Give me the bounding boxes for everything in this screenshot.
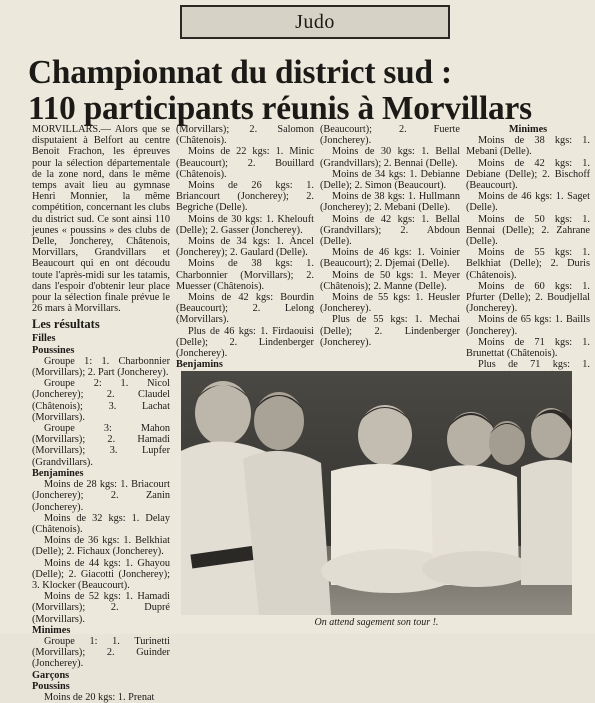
text-column-2 xyxy=(176,124,314,382)
col4-paragraph: Moins de 55 kgs: 1. Belkhiat (Delle); 2. Duris (Châtenois). xyxy=(466,247,590,281)
col3-paragraph: Moins de 38 kgs: 1. Hullmann (Joncherey); 2. Mebani (Delle). xyxy=(320,191,460,214)
headline-line-2: 110 participants réunis à Morvillars xyxy=(28,90,532,127)
headline-line-1: Championnat du district sud : xyxy=(28,54,452,91)
col4-paragraph: Moins de 46 kgs: 1. Saget (Delle). xyxy=(466,191,590,214)
text-column-3 xyxy=(320,124,460,348)
col1-paragraph: Groupe 3: Mahon (Morvillars); 2. Hamadi (Morvillars); 3. Lupfer (Grandvillars). xyxy=(32,423,170,468)
col1-paragraph: Moins de 36 kgs: 1. Belkhiat (Delle); 2. Fichaux (Joncherey). xyxy=(32,535,170,558)
col2-paragraph: Moins de 26 kgs: 1. Briancourt (Joncherey); 2. Begriche (Delle). xyxy=(176,180,314,214)
col1-paragraph: Minimes xyxy=(32,624,71,636)
col3-paragraph: Moins de 50 kgs: 1. Meyer (Châtenois); 2. Manne (Delle). xyxy=(320,269,460,292)
judo-kids-photo xyxy=(181,371,572,615)
col2-paragraph: Moins de 22 kgs: 1. Minic (Beaucourt); 2. Bouillard (Châtenois). xyxy=(176,146,314,180)
col1-paragraph: Poussins xyxy=(32,680,70,692)
col3-paragraph: Moins de 30 kgs: 1. Bellal (Grandvillars); 2. Bennai (Delle). xyxy=(320,146,460,169)
col1-paragraph: Groupe 1: 1. Charbonnier (Morvillars); 2. Part (Joncherey). xyxy=(32,355,170,379)
photo-illustration xyxy=(181,371,572,615)
col1-paragraph: Moins de 44 kgs: 1. Ghayou (Delle); 2. Giacotti (Joncherey); 3. Klocker (Beaucourt). xyxy=(32,557,170,591)
col4-paragraph: Moins de 71 kgs: 1. Brunettat (Châtenois). xyxy=(466,336,590,360)
col3-paragraph: (Beaucourt); 2. Fuerte (Joncherey). xyxy=(320,124,460,147)
col4-paragraph: Moins de 65 kgs: 1. Baills (Joncherey). xyxy=(466,314,590,337)
col1-paragraph: Filles xyxy=(32,333,56,345)
col1-paragraph: Poussines xyxy=(32,344,75,356)
section-rubric-box xyxy=(180,5,450,39)
col2-paragraph: Benjamins xyxy=(176,359,223,371)
col4-paragraph: Moins de 42 kgs: 1. Debiane (Delle); 2. Bischoff (Beaucourt). xyxy=(466,157,590,192)
col1-paragraph: Benjamines xyxy=(32,467,84,479)
col4-paragraph: Plus de 71 kgs: 1. xyxy=(478,359,590,371)
col2-paragraph: (Morvillars); 2. Salomon (Châtenois). xyxy=(176,124,314,147)
text-column-1 xyxy=(32,124,170,703)
col4-paragraph: Moins de 50 kgs: 1. Bennai (Delle); 2. Zahrane (Delle). xyxy=(466,213,590,248)
col2-paragraph: Moins de 34 kgs: 1. Ancel (Joncherey); 2. Gaulard (Delle). xyxy=(176,236,314,259)
col1-paragraph: Les résultats xyxy=(32,317,100,332)
col2-paragraph: Moins de 42 kgs: Bourdin (Beaucourt); 2. Lelong (Morvillars). xyxy=(176,292,314,326)
article-headline xyxy=(28,55,577,127)
col1-paragraph: Moins de 20 kgs: 1. Prenat xyxy=(44,691,155,703)
col1-paragraph: MORVILLARS.— Alors que se disputaient à Belfort au centre Benoit Frachon, les épreuves pour la sélection départementale de la zone nord, dans le même temps avait lieu au gymnase Henri Monnier, la même compétition, concernant les clubs du district sud. Ce sont ainsi 110 jeunes « poussins » des clubs de Delle, Joncherey, Châtenois, Morvillars, Grandvillars et Beaucourt qui en ont découdu toute l'après-midi sur les tatamis, dans l'espoir d'obtenir leur place pour la sélection finale prévue le 26 mars à Morvillars. xyxy=(32,124,170,315)
col4-paragraph: Moins de 38 kgs: 1. Mebani (Delle). xyxy=(466,135,590,158)
col1-paragraph: Moins de 52 kgs: 1. Hamadi (Morvillars); 2. Dupré (Morvillars). xyxy=(32,591,170,625)
col1-paragraph: Groupe 1: 1. Turinetti (Morvillars); 2. Guinder (Joncherey). xyxy=(32,635,170,670)
col1-paragraph: Moins de 32 kgs: 1. Delay (Châtenois). xyxy=(32,512,170,535)
col1-paragraph: Groupe 2: 1. Nicol (Joncherey); 2. Claudel (Châtenois); 3. Lachat (Morvillars). xyxy=(32,378,170,423)
col3-paragraph: Moins de 42 kgs: 1. Bellal (Grandvillars); 2. Abdoun (Delle). xyxy=(320,213,460,248)
col4-paragraph: Minimes xyxy=(508,124,548,135)
col3-paragraph: Moins de 34 kgs: 1. Debianne (Delle); 2. Simon (Beaucourt). xyxy=(320,168,460,192)
col1-paragraph: Moins de 28 kgs: 1. Briacourt (Joncherey); 2. Zanin (Joncherey). xyxy=(32,479,170,513)
col3-paragraph: Plus de 55 kgs: 1. Mechai (Delle); 2. Lindenberger (Joncherey). xyxy=(320,314,460,348)
col2-paragraph: Plus de 46 kgs: 1. Firdaouisi (Delle); 2. Lindenberger (Joncherey). xyxy=(176,325,314,360)
photo-caption: On attend sagement son tour !. xyxy=(314,617,439,628)
col2-paragraph: Moins de 38 kgs: 1. Charbonnier (Morvillars); 2. Muesser (Châtenois). xyxy=(176,258,314,292)
text-column-4 xyxy=(466,124,590,382)
col3-paragraph: Moins de 55 kgs: 1. Heusler (Joncherey). xyxy=(320,292,460,315)
col1-paragraph: Garçons xyxy=(32,669,70,681)
col2-paragraph: Moins de 30 kgs: 1. Khelouft (Delle); 2. Gasser (Joncherey). xyxy=(176,213,314,236)
section-rubric: Judo xyxy=(295,10,335,33)
col3-paragraph: Moins de 46 kgs: 1. Voinier (Beaucourt); 2. Djemai (Delle). xyxy=(320,247,460,270)
col4-paragraph: Moins de 60 kgs: 1. Pfurter (Delle); 2. Boudjellal (Joncherey). xyxy=(466,280,590,315)
